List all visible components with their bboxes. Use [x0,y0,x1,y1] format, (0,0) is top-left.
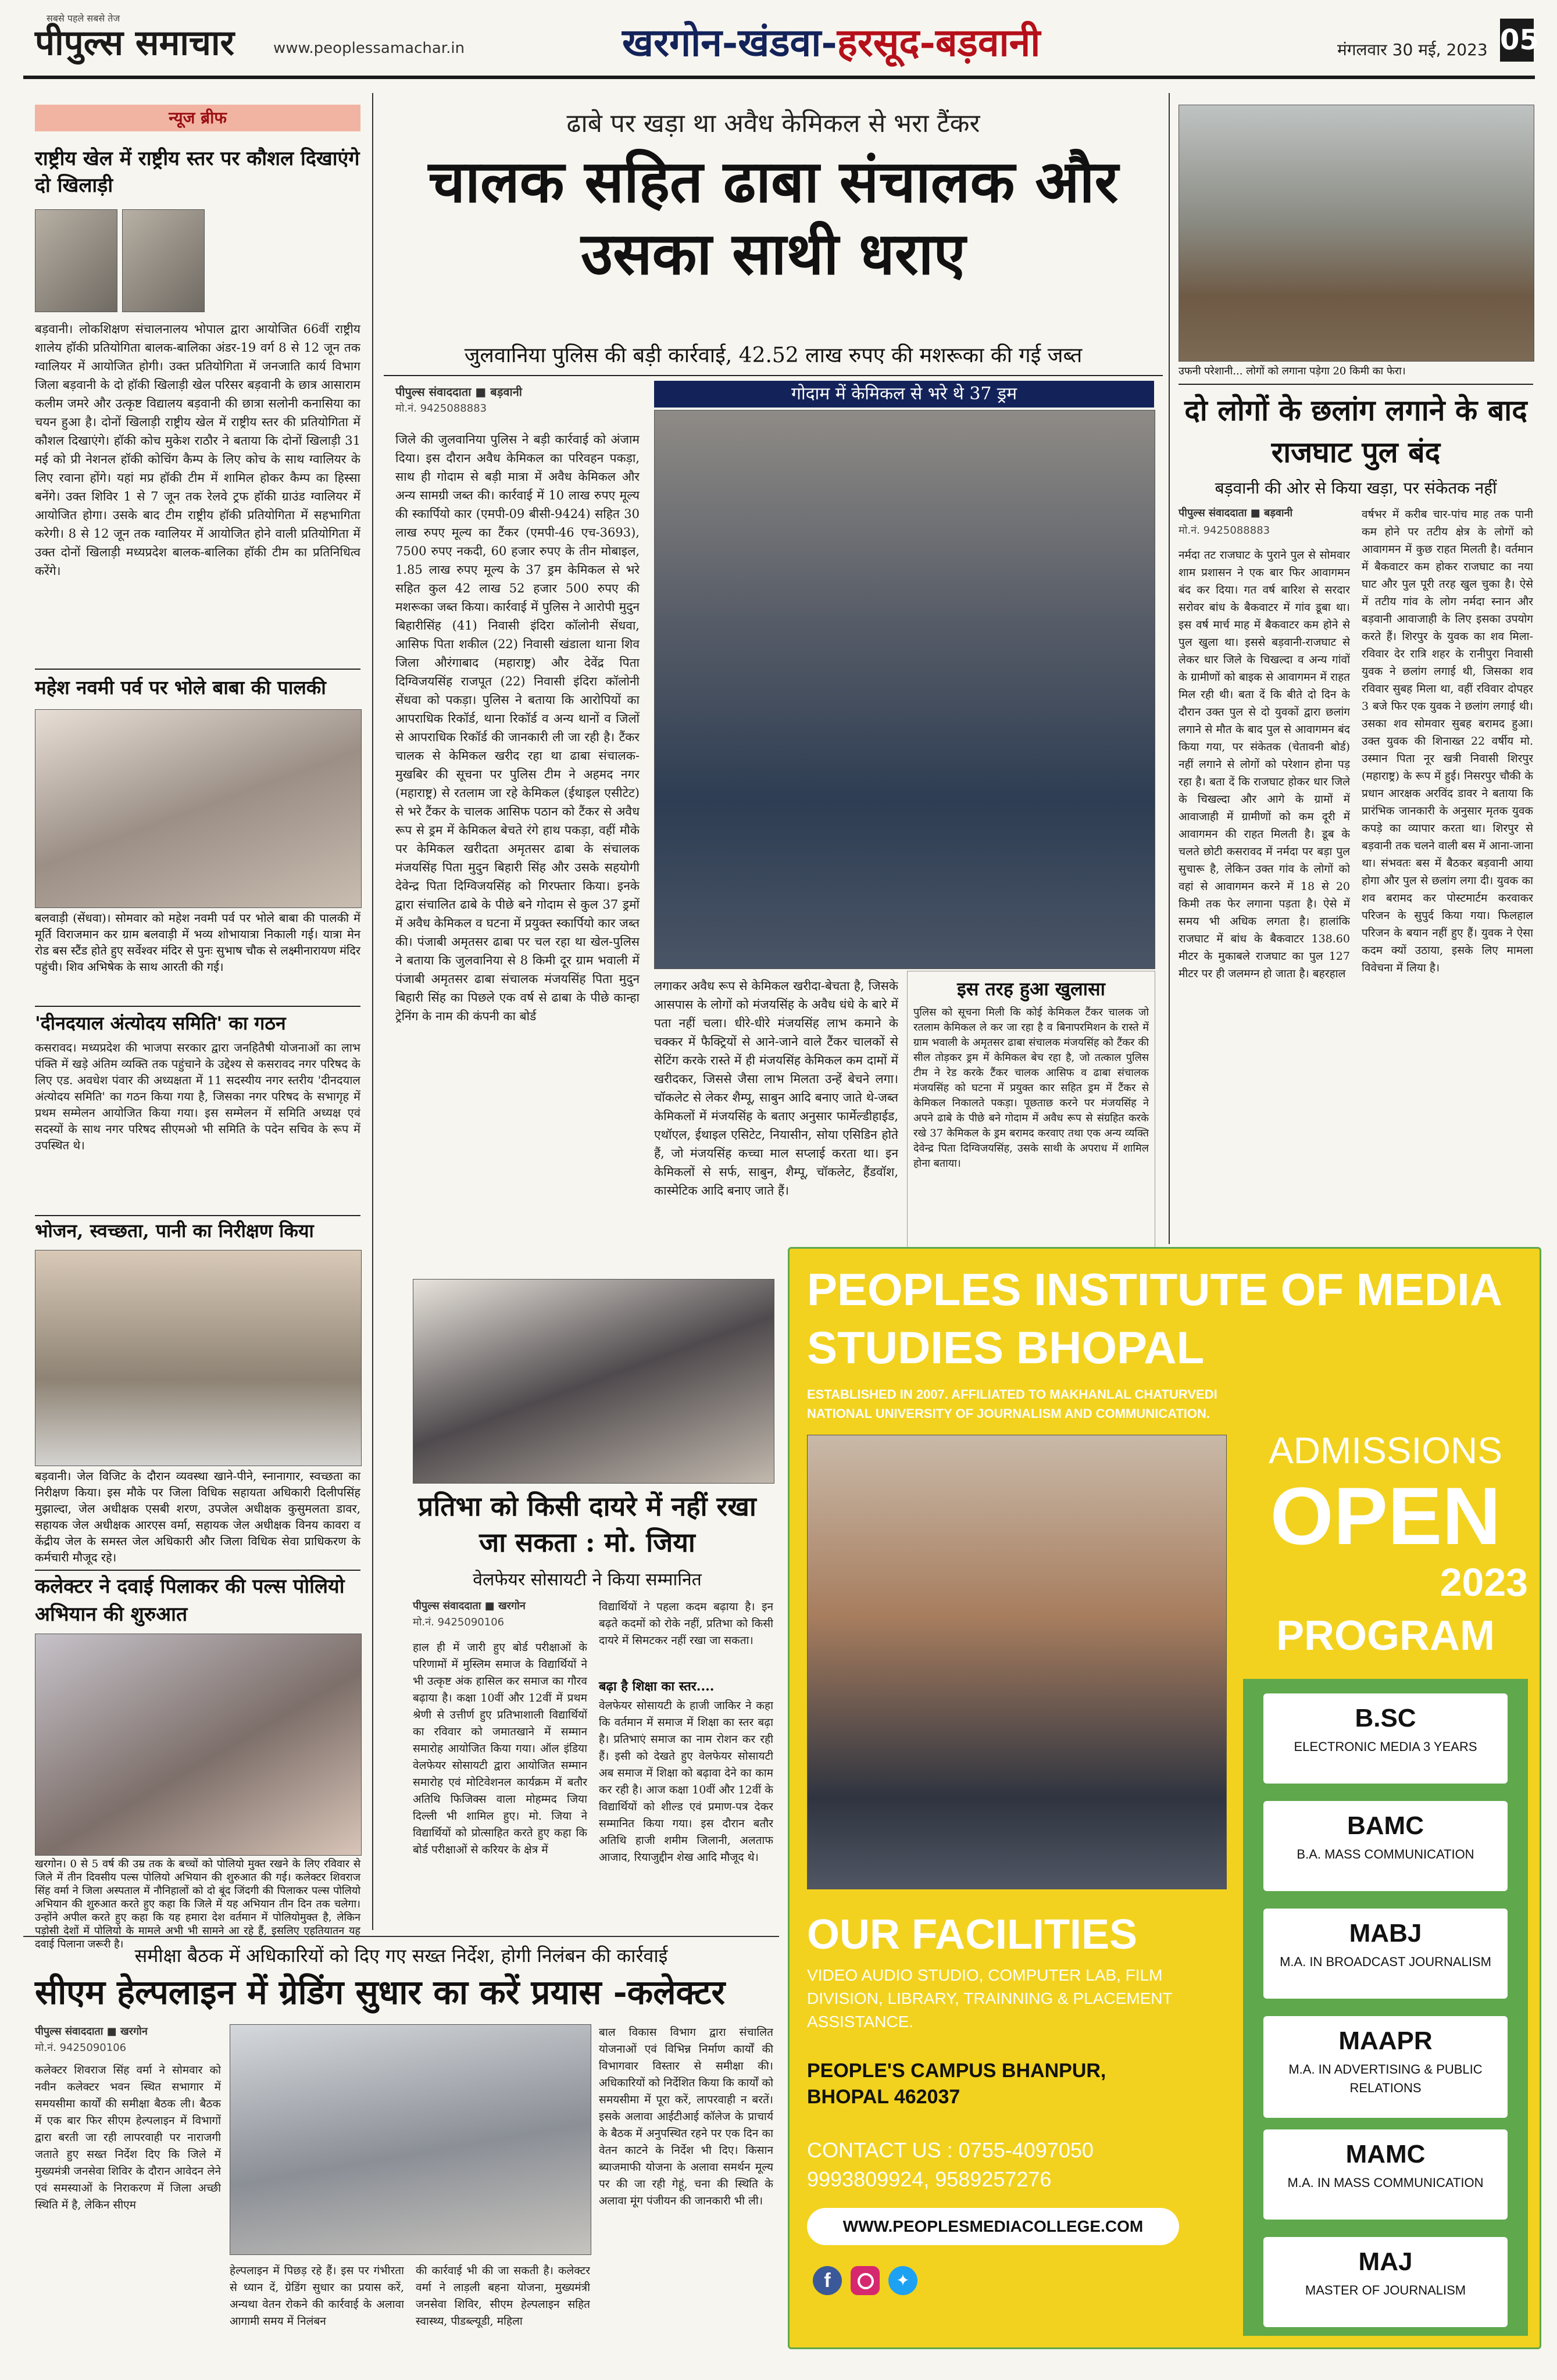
brief-headline-3: 'दीनदयाल अंत्योदय समिति' का गठन [35,1012,286,1034]
ad-facilities-list: VIDEO AUDIO STUDIO, COMPUTER LAB, FILM DIVISION, LIBRARY, TRAINNING & PLACEMENT ASSISTANCE. [807,1966,1173,2031]
player-photo-2 [122,209,205,312]
ad-program-label: PROGRAM [1276,1613,1495,1659]
lead-byline: पीपुल्स संवाददाता ■ बड़वानी [395,385,522,399]
lead-headline: चालक सहित ढाबा संचालक और उसका साथी धराए [428,147,1119,288]
program-card[interactable] [1263,1909,1508,1999]
brand-website[interactable]: www.peoplessamachar.in [273,40,465,57]
bridge-headline: दो लोगों के छलांग लगाने के बाद राजघाट पुल बंद [1184,393,1527,469]
program-code: B.SC [1355,1704,1416,1732]
ad-program-panel [1243,1679,1528,2336]
brief-headline-2: महेश नवमी पर्व पर भोले बाबा की पालकी [35,676,326,699]
program-card[interactable] [1263,2129,1508,2220]
talent-deck: वेलफेयर सोसायटी ने किया सम्मानित [473,1570,702,1590]
brief-body-2: बलवाड़ी (सेंधवा)। सोमवार को महेश नवमी पर्व पर भोले बाबा की पालकी में मूर्ति विराजमान कर ग्राम बलवाड़ी में भव्य शोभायात्रा निकाली गई। यात्रा मेन रोड बस स्टैंड होते हुए सर्वेश्वर मंदिर से पुनः सुभाष चौक से लक्ष्मीनारायण मंदिर पहुंची। शिव अभिषेक के साथ आरती की गई। [35,911,360,974]
felicitation-photo [413,1279,774,1484]
brief-headline-4: भोजन, स्वच्छता, पानी का निरीक्षण किया [35,1220,314,1242]
polio-drops-photo [35,1634,362,1856]
review-mobile: मो.नं. 9425090106 [35,2042,127,2054]
talent-body-col1: हाल ही में जारी हुए बोर्ड परीक्षाओं के परिणामों में मुस्लिम समाज के विद्यार्थियों ने भी उत्कृष्ट अंक हासिल कर समाज का गौरव बढ़ाया है। कक्षा 10वीं और 12वीं में प्रथम श्रेणी से उत्तीर्ण हुए प्रतिभाशाली विद्यार्थियों का रविवार को जमातखाने में सम्मान समारोह आयोजित किया गया। ऑल इंडिया वेलफेयर सोसायटी द्वारा आयोजित सम्मान समारोह एवं मोटिवेशनल कार्यक्रम में बतौर अतिथि फिजिक्स वाला मोहम्मद जिया दिल्ली भी शामिल हुए। मो. जिया ने विद्यार्थियों को प्रोत्साहित करते हुए कहा कि बोर्ड परीक्षाओं से करियर के क्षेत्र में [413,1641,587,1856]
divider [384,375,1163,376]
chemical-drums-photo [654,410,1155,969]
lead-mobile: मो.नं. 9425088883 [395,402,487,414]
player-photo-1 [35,209,117,312]
lead-story [384,93,1163,1262]
review-body-col3: की कार्रवाई भी की जा सकती है। कलेक्टर वर्मा ने लाड़ली बहना योजना, मुख्यमंत्री जनसेवा शिविर, सीएम हेल्पलाइन सहित स्वास्थ्य, पीडब्ल्यूडी, महिला [416,2264,590,2328]
brief-headline-5: कलेक्टर ने दवाई पिलाकर की पल्स पोलियो अभियान की शुरुआत [35,1575,345,1626]
meeting-photo [230,2024,591,2255]
sidebar-title: इस तरह हुआ खुलासा [957,978,1105,1000]
review-body-col1: कलेक्टर शिवराज सिंह वर्मा ने सोमवार को नवीन कलेक्टर भवन स्थित सभागार में समयसीमा कार्यों की समीक्षा बैठक ली। बैठक में एक बार फिर सीएम हेल्पलाइन में विभागों द्वारा बरती जा रही लापरवाही पर नाराजगी जताते हुए सख्त निर्देश दिए कि जिले में मुख्यमंत्री जनसेवा शिविर के दौरान आवेदन लेने एवं समस्याओं के निराकरण में जिला अच्छी स्थिति में है, लेकिन सीएम [35,2064,221,2211]
lead-kicker: ढाबे पर खड़ा था अवैध केमिकल से भरा टैंकर [566,109,980,138]
ad-campus-line1: PEOPLE'S CAMPUS BHANPUR, [807,2060,1106,2082]
ad-affiliation: NATIONAL UNIVERSITY OF JOURNALISM AND COMMUNICATION. [807,1406,1210,1421]
review-kicker: समीक्षा बैठक में अधिकारियों को दिए गए सख्त निर्देश, होगी निलंबन की कार्रवाई [134,1945,668,1967]
twitter-icon[interactable]: ✦ [888,2266,917,2295]
brief-body-3: कसरावद। मध्यप्रदेश की भाजपा सरकार द्वारा जनहितैषी योजनाओं का लाभ पंक्ति में खड़े अंतिम व्यक्ति तक पहुंचाने के उद्देश्य से कसरावद नगर परिषद के लिए एड. अवधेश पंवार की अध्यक्षता में 11 सदस्यीय नगर स्तरीय 'दीनदयाल अंत्योदय समिति' का गठन किया गया है, जिसका नगर परिषद के सभागृह में प्रथम सम्मेलन आयोजित किया गया। इस सम्मेलन में समिति अध्यक्ष एवं सदस्यों के साथ नगर परिषद सीएमओ भी समिति के पदेन सचिव के रूप में उपस्थित थे। [35,1041,360,1152]
talent-subhead: बढ़ा है शिक्षा का स्तर.... [599,1679,715,1694]
jail-inspection-photo [35,1250,362,1466]
program-card[interactable] [1263,1801,1508,1891]
sidebar-box [907,971,1155,1251]
program-card[interactable] [1263,1693,1508,1784]
brand-tagline: सबसे पहले सबसे तेज [47,13,120,24]
program-desc: M.A. IN BROADCAST JOURNALISM [1280,1954,1491,1969]
talent-headline: प्रतिभा को किसी दायरे में नहीं रखा जा सकता : मो. जिया [418,1491,756,1558]
ad-established: ESTABLISHED IN 2007. AFFILIATED TO MAKHANLAL CHATURVEDI [807,1387,1217,1402]
brief-body-5: खरगोन। 0 से 5 वर्ष की उम्र तक के बच्चों को पोलियो मुक्त रखने के लिए रविवार से जिले में तीन दिवसीय पल्स पोलियो अभियान की शुरुआत की गई। कलेक्टर शिवराज सिंह वर्मा ने जिला अस्पताल में नौनिहालों को दो बूंद जिंदगी की पिलाकर पल्स पोलियो अभियान की शुरुआत करते हुए कहा कि जिले में यह अभियान तीन दिन तक चलेगा। उन्होंने अपील करते हुए कहा कि यह हमारा देश वर्तमान में पोलियोमुक्त है, लेकिन पड़ोसी देशों में पोलियो के मामले अभी भी सामने आ रहे हैं, इसलिए एहतियातन यह दवाई पिलाना जरूरी है। [35,1858,360,1950]
bridge-deck: बड़वानी की ओर से किया खड़ा, पर संकेतक नहीं [1215,478,1497,498]
lead-body-col2: लगाकर अवैध रूप से केमिकल खरीदा-बेचता है, जिसके आसपास के लोगों को मंजयसिंह के अवैध धंधे के बारे में पता नहीं चला। धीरे-धीरे मंजयसिंह लाभ कमाने के चक्कर में फैक्ट्रियों से आने-जाने वाले टैंकर चालकों से सेटिंग करके रास्ते में ही मंजयसिंह केमिकल कम दामों में खरीदकर, जिससे जैसा लाभ मिलता उन्हें बेचने लगा। चॉकलेट से लेकर शैम्पू, साबुन आदि बनाए जाते थे-जब्त केमिकलों में मंजयसिंह के बताए अनुसार फार्मेल्डीहाईड, एथॉएल, ईथाइल एसिटेट, नियासीन, सोया एसिडिन होते हैं, जो मंजयसिंह कच्चा माल सप्लाई करता था। इन केमिकलों से सर्फ, साबुन, शैम्पू, चॉकलेट, हैंडवॉश, कास्मेटिक आदि बनाए जाते हैं। [654,979,898,1198]
program-card[interactable] [1263,2016,1508,2118]
talent-body-col2b: वेलफेयर सोसायटी के हाजी जाकिर ने कहा कि वर्तमान में समाज में शिक्षा का स्तर बढ़ा है। प्रतिभाएं समाज का नाम रोशन कर रही हैं। इसी को देखते हुए वेलफेयर सोसायटी अब समाज में शिक्षा को बढ़ावा देने का काम कर रही है। आज कक्षा 10वीं और 12वीं के विद्यार्थियों को शील्ड एवं प्रमाण-पत्र देकर सम्मानित किया गया। इस दौरान बतौर अतिथि हाजी शमीम जिलानी, अलताफ आजाद, रियाजुद्दीन शेख आदि मौजूद थे। [599,1699,773,1864]
program-card[interactable] [1263,2237,1508,2327]
program-code: BAMC [1347,1811,1424,1840]
divider [1179,384,1533,385]
program-desc: ELECTRONIC MEDIA 3 YEARS [1294,1739,1477,1754]
ad-title-line2: STUDIES BHOPAL [807,1322,1205,1373]
region-main: खरगोन-खंडवा- [622,20,837,65]
facebook-icon[interactable]: f [813,2266,842,2295]
bridge-byline: पीपुल्स संवाददाता ■ बड़वानी [1179,507,1293,519]
edition-region [622,15,1040,67]
program-desc: MASTER OF JOURNALISM [1305,2283,1466,2297]
review-byline: पीपुल्स संवाददाता ■ खरगोन [35,2025,148,2038]
brief-headline-1: राष्ट्रीय खेल में राष्ट्रीय स्तर पर कौशल दिखाएंगे दो खिलाड़ी [35,147,360,197]
program-code: MAJ [1358,2247,1413,2276]
talent-body-col2: विद्यार्थियों ने पहला कदम बढ़ाया है। इन बढ़ते कदमों को रोके नहीं, प्रतिभा को किसी दायरे में सिमटकर नहीं रखा जा सकता। [599,1600,773,1647]
bridge-body-col1: नर्मदा तट राजघाट के पुराने पुल से सोमवार शाम प्रशासन ने एक बार फिर आवागमन बंद कर दिया। गत वर्ष बारिश से सरदार सरोवर बांध के बैकवाटर में गांव डूबा था। इस वर्ष मार्च माह में बैकवाटर कम होने से पुल खुला था। इससे बड़वानी-राजघाट से लेकर धार जिले के चिखल्दा व अन्य गांवों के ग्रामीणों को बाइक से आवागमन में राहत मिल रही थी। बता दें कि बीते दो दिन के दौरान उक्त पुल से दो युवकों द्वारा छलांग लगाने से मौत के बाद पुल से आवागमन बंद किया गया, पर संकेतक (चेतावनी बोर्ड) नहीं लगाने से लोगों को परेशान होना पड़ रहा है। बता दें कि राजघाट होकर धार जिले के चिखल्दा और आगे के ग्रामों में आवाजाही में ग्रामीणों को कम दूरी में आवागमन की राहत मिलती है। डूब के चलते छोटी कसरावद में नर्मदा पर बड़ा पुल सुचारू है, लेकिन उक्त गांव के लोगों को वहां से आवागमन करने में 18 से 20 किमी तक फेर लगाना पड़ता है। ऐसे में समय भी अधिक लगता है। हालांकि राजघाट में बांध के बैकवाटर 138.60 मीटर के मुकाबले राजघाट का पुल 127 मीटर पर ही जलमग्न हो जाता है। बहरहाल [1179,549,1350,980]
lead-deck: जुलवानिया पुलिस की बड़ी कार्रवाई, 42.52 लाख रुपए की मशरूका की गई जब्त [464,344,1083,367]
program-code: MABJ [1349,1919,1422,1947]
divider [35,1570,360,1571]
region-accent: हरसूद-बड़वानी [837,20,1041,65]
sidebar-body: पुलिस को सूचना मिली कि कोई केमिकल टैंकर चालक जो रतलाम केमिकल ले कर जा रहा है व बिनापरमिशन के रास्ते में ग्राम भवाली के अमृतसर ढाबा संचालक मंजयसिंह को टैंकर की सील तोड़कर ड्रम में केमिकल बेच रहा है, जो तत्काल पुलिस टीम ने रेड करके टैंकर चालक आसिफ व ढाबा संचालक मंजयसिंह को घटना में प्रयुक्त कार सहित ड्रम में टैंकर से केमिकल निकालते पकड़ा। पूछताछ करने पर मंजयसिंह ने अपने ढाबे के पीछे बने गोदाम में अवैध रूप से संग्रहित करके रखे 37 केमिकल के ड्रम बरामद करवाए तथा एक अन्य व्यक्ति देवेन्द्र पिता दिग्विजयसिंह, उसके साथी के अपराध में शामिल होना बताया। [913,1006,1149,1170]
talent-story [384,1273,779,1930]
masthead [23,12,1539,79]
divider [35,1215,360,1216]
ad-open: OPEN [1270,1470,1501,1561]
lead-photo-label: गोदाम में केमिकल से भरे थे 37 ड्रम [654,381,1154,408]
bridge-photo-caption: उफनी परेशानी... लोगों को लगाना पड़ेगा 20 किमी का फेरा। [1179,365,1406,377]
ad-admissions: ADMISSIONS [1269,1430,1502,1471]
program-desc: M.A. IN ADVERTISING & PUBLIC RELATIONS [1288,2062,1483,2095]
bridge-story [1169,93,1542,1244]
brief-body-4: बड़वानी। जेल विजिट के दौरान व्यवस्था खाने-पीने, स्नानागार, स्वच्छता का निरीक्षण किया। इस मौके पर जिला विधिक सहायता अधिकारी दिलीपसिंह मुझाल्दा, जेल अधीक्षक एसबी शरण, उपजेल अधीक्षक कुसुमलता डावर, सहायक जेल अधीक्षक आरएस वर्मा, सहायक जेल अधीक्षक विनय कावरा व केंद्रीय जेल के समस्त जेल अधिकारी और जिला विधिक सेवा प्राधिकरण के कर्मचारी मौजूद रहे। [35,1469,360,1564]
talent-mobile: मो.नं. 9425090106 [413,1616,505,1628]
brand-logo: पीपुल्स समाचार [35,23,235,63]
program-desc: M.A. IN MASS COMMUNICATION [1287,2175,1484,2190]
issue-date: मंगलवार 30 मई, 2023 [1337,40,1488,59]
ad-contact-line2: 9993809924, 9589257276 [807,2167,1052,2191]
news-brief-label: न्यूज ब्रीफ [35,105,360,131]
divider [35,669,360,670]
ad-title-line1: PEOPLES INSTITUTE OF MEDIA [807,1264,1503,1315]
program-code: MAMC [1345,2140,1426,2168]
review-headline: सीएम हेल्पलाइन में ग्रेडिंग सुधार का करें प्रयास -कलेक्टर [35,1972,726,2012]
divider [35,1006,360,1007]
news-brief-column [23,93,373,1950]
bridge-mobile: मो.नं. 9425088883 [1179,524,1270,537]
review-body-col4: बाल विकास विभाग द्वारा संचालित योजनाओं एवं विभिन्न निर्माण कार्यों की विभागवार विस्तार से समीक्षा की। अधिकारियों को निर्देशित किया कि कार्यों को समयसीमा में पूरा करें, लापरवाही न बरतें। इसके अलावा आईटीआई कॉलेज के प्राचार्य के बैठक में अनुपस्थित रहने पर एक दिन का वेतन काटने के निर्देश भी दिए। किसान ब्याजमाफी योजना के अलावा समर्थन मूल्य पर की जा रही गेहूं, चना की स्थिति के अलावा मूंग पंजीयन की जानकारी भी ली। [599,2026,773,2207]
college-advertisement[interactable] [788,1247,1541,2349]
review-story [23,1936,779,2367]
bridge-photo [1179,105,1534,362]
lead-body-col1: जिले की जुलवानिया पुलिस ने बड़ी कार्रवाई को अंजाम दिया। इस दौरान अवैध केमिकल का परिवहन पकड़ा, साथ ही गोदाम से बड़ी मात्रा में अवैध केमिकल और अन्य सामग्री जब्त की। कार्रवाई में 10 लाख रुपए मूल्य की स्कार्पियो कार (एमपी-09 बीसी-9424) सहित 30 लाख रुपए मूल्य का टैंकर (एमपी-46 एच-3693), 7500 रुपए नकदी, 60 हजार रुपए के तीन मोबाइल, 1.85 लाख रुपए मूल्य के 37 ड्रम केमिकल से भरे सहित कुल 42 लाख 52 हजार 500 रुपए की मशरूका जब्त किया। कार्रवाई में पुलिस ने आरोपी मुदुन बिहारीसिंह (41) निवासी इंदिरा कॉलोनी सेंधवा, आसिफ पिता शकील (22) निवासी खंडाला थाना शिव जिला औरंगाबाद (महाराष्ट्र) और देवेंद्र पिता दिग्विजयसिंह राजपूत (22) निवासी इंदिरा कॉलोनी सेंधवा को पकड़ा। पुलिस ने बताया कि आरोपियों का आपराधिक रिकॉर्ड, थाना रिकॉर्ड व अन्य थानों व जिलों से आपराधिक रिकॉर्ड की जानकारी ली जा रही है। टैंकर चालक से केमिकल खरीद रहा था ढाबा संचालक-मुखबिर की सूचना पर पुलिस टीम ने अहमद नगर (महाराष्ट्र) से रतलाम जा रहे केमिकल (ईथाइल एसीटेट) से भरे टैंकर के चालक आसिफ पठान को टैंकर से अवैध रूप से ड्रम में केमिकल बेचते रंगे हाथ पकड़ा, वहीं मौके पर केमिकल खरीदता अमृतसर ढाबा के संचालक मंजयसिंह पिता मुदुन बिहारी सिंह और उसके सहयोगी देवेन्द्र पिता दिग्विजयसिंह को गिरफ्तार किया। इनके द्वारा संचालित ढाबे के पीछे बने गोदाम से कुल 37 ड्रमों में अवैध केमिकल व घटना में प्रयुक्त स्कार्पियो कार जब्त की। पंजाबी अमृतसर ढाबा पर चल रहा था खेल-पुलिस ने बताया कि जुलवानिया से 8 किमी दूर ग्राम भवाली में पंजाबी अमृतसर ढाबा संचालक मंजयसिंह पिता मुदुन बिहारी सिंह का पिछले एक वर्ष से ढाबा के पीछे कान्हा ट्रेनिंग के नाम की कंपनी का बोर्ड [395,433,640,1023]
talent-byline: पीपुल्स संवाददाता ■ खरगोन [413,1600,526,1612]
ad-contact-line1: CONTACT US : 0755-4097050 [807,2138,1094,2162]
ad-website-button[interactable]: WWW.PEOPLESMEDIACOLLEGE.COM [807,2208,1179,2245]
instagram-icon[interactable] [851,2266,880,2295]
program-desc: B.A. MASS COMMUNICATION [1297,1847,1474,1861]
ad-facilities-title: OUR FACILITIES [807,1911,1138,1958]
ad-year: 2023 [1440,1560,1528,1604]
ad-campus-line2: BHOPAL 462037 [807,2086,960,2108]
brief-body-1: बड़वानी। लोकशिक्षण संचालनालय भोपाल द्वारा आयोजित 66वीं राष्ट्रीय शालेय हॉकी प्रतियोगिता बालक-बालिका अंडर-19 वर्ग 8 से 12 जून तक ग्वालियर में आयोजित होगी। उक्त प्रतियोगिता में जनजाति कार्य विभाग जिला बड़वानी के दो हॉकी खिलाड़ी खेल परिसर बड़वानी के छात्र आसाराम कलीम जमरे और उत्कृष्ट विद्यालय बड़वानी की छात्रा सलोनी कनासिया का चयन हुआ है। दोनों खिलाड़ी राष्ट्रीय खेल में राष्ट्रीय स्तर की प्रतियोगिता में कौशल दिखाएंगे। हॉकी कोच मुकेश राठौर ने बताया कि दोनों खिलाड़ी 31 मई को प्री नेशनल हॉकी कोचिंग कैम्प के लिए कोच के साथ ग्वालियर के लिए रवाना होंगे। यहां मप्र हॉकी टीम में शामिल होकर कैम्प का हिस्सा बनेंगे। उक्त शिविर 1 से 7 जून तक रेलवे ट्रफ हॉकी ग्राउंड ग्वालियर में आयोजित होगा। उसके बाद टीम राष्ट्रीय हॉकी प्रतियोगिता में सहभागिता करेगी। 8 से 12 जून तक ग्वालियर में आयोजित होने वाली प्रतियोगिता में उक्त दोनों खिलाड़ी मध्यप्रदेश बालक-बालिका हॉकी टीम का प्रतिनिधित्व करेंगे। [35,322,360,578]
review-body-col2: हेल्पलाइन में पिछड़ रहे हैं। इस पर गंभीरता से ध्यान दें, ग्रेडिंग सुधार का प्रयास करें, अन्यथा वेतन रोकने की कार्रवाई के अलावा आगामी समय में निलंबन [230,2264,404,2328]
students-photo [807,1435,1227,1889]
procession-photo [35,709,362,908]
program-code: MAAPR [1338,2027,1433,2055]
bridge-body-col2: वर्षभर में करीब चार-पांच माह तक पानी कम होने पर तटीय क्षेत्र के लोगों को आवागमन में कुछ राहत मिलती है। वर्तमान में बैकवाटर कम होकर राजघाट का नया घाट और पुल पूरी तरह खुल चुका है। ऐसे में तटीय गांव के लोग नर्मदा स्नान और बड़वानी आवाजाही के लिए इसका उपयोग करते हैं। शिरपुर के युवक का शव मिला- रविवार देर रात्रि शहर के रानीपुरा निवासी युवक ने छलांग लगाई थी, जिसका शव रविवार सुबह मिला था, वहीं रविवार दोपहर 3 बजे फिर एक युवक ने छलांग लगाई थी। उसका शव सोमवार सुबह बरामद हुआ। उक्त युवक की शिनाख्त 22 वर्षीय मो. उस्मान पिता नूर खत्री निवासी शिरपुर (महाराष्ट्र) के रूप में हुई। निसरपुर चौकी के प्रधान आरक्षक अरविंद डावर ने बताया कि प्रारंभिक जानकारी के अनुसार मृतक युवक कपड़े का व्यापार करता था। शिरपुर से बड़वानी तक चलने वाली बस में आना-जाना था। संभवतः बस में बैठकर बड़वानी आया होगा और पुल से छलांग लगा दी। युवक का शव बरामद कर पोस्टमार्टम करवाकर परिजन के सुपुर्द किया गया। फिलहाल परिजन के बयान नहीं हुए हैं। युवक ने ऐसा कदम क्यों उठाया, इसके लिए मामला विवेचना में लिया है। [1362,508,1533,974]
page-number: 05 [1500,19,1534,62]
